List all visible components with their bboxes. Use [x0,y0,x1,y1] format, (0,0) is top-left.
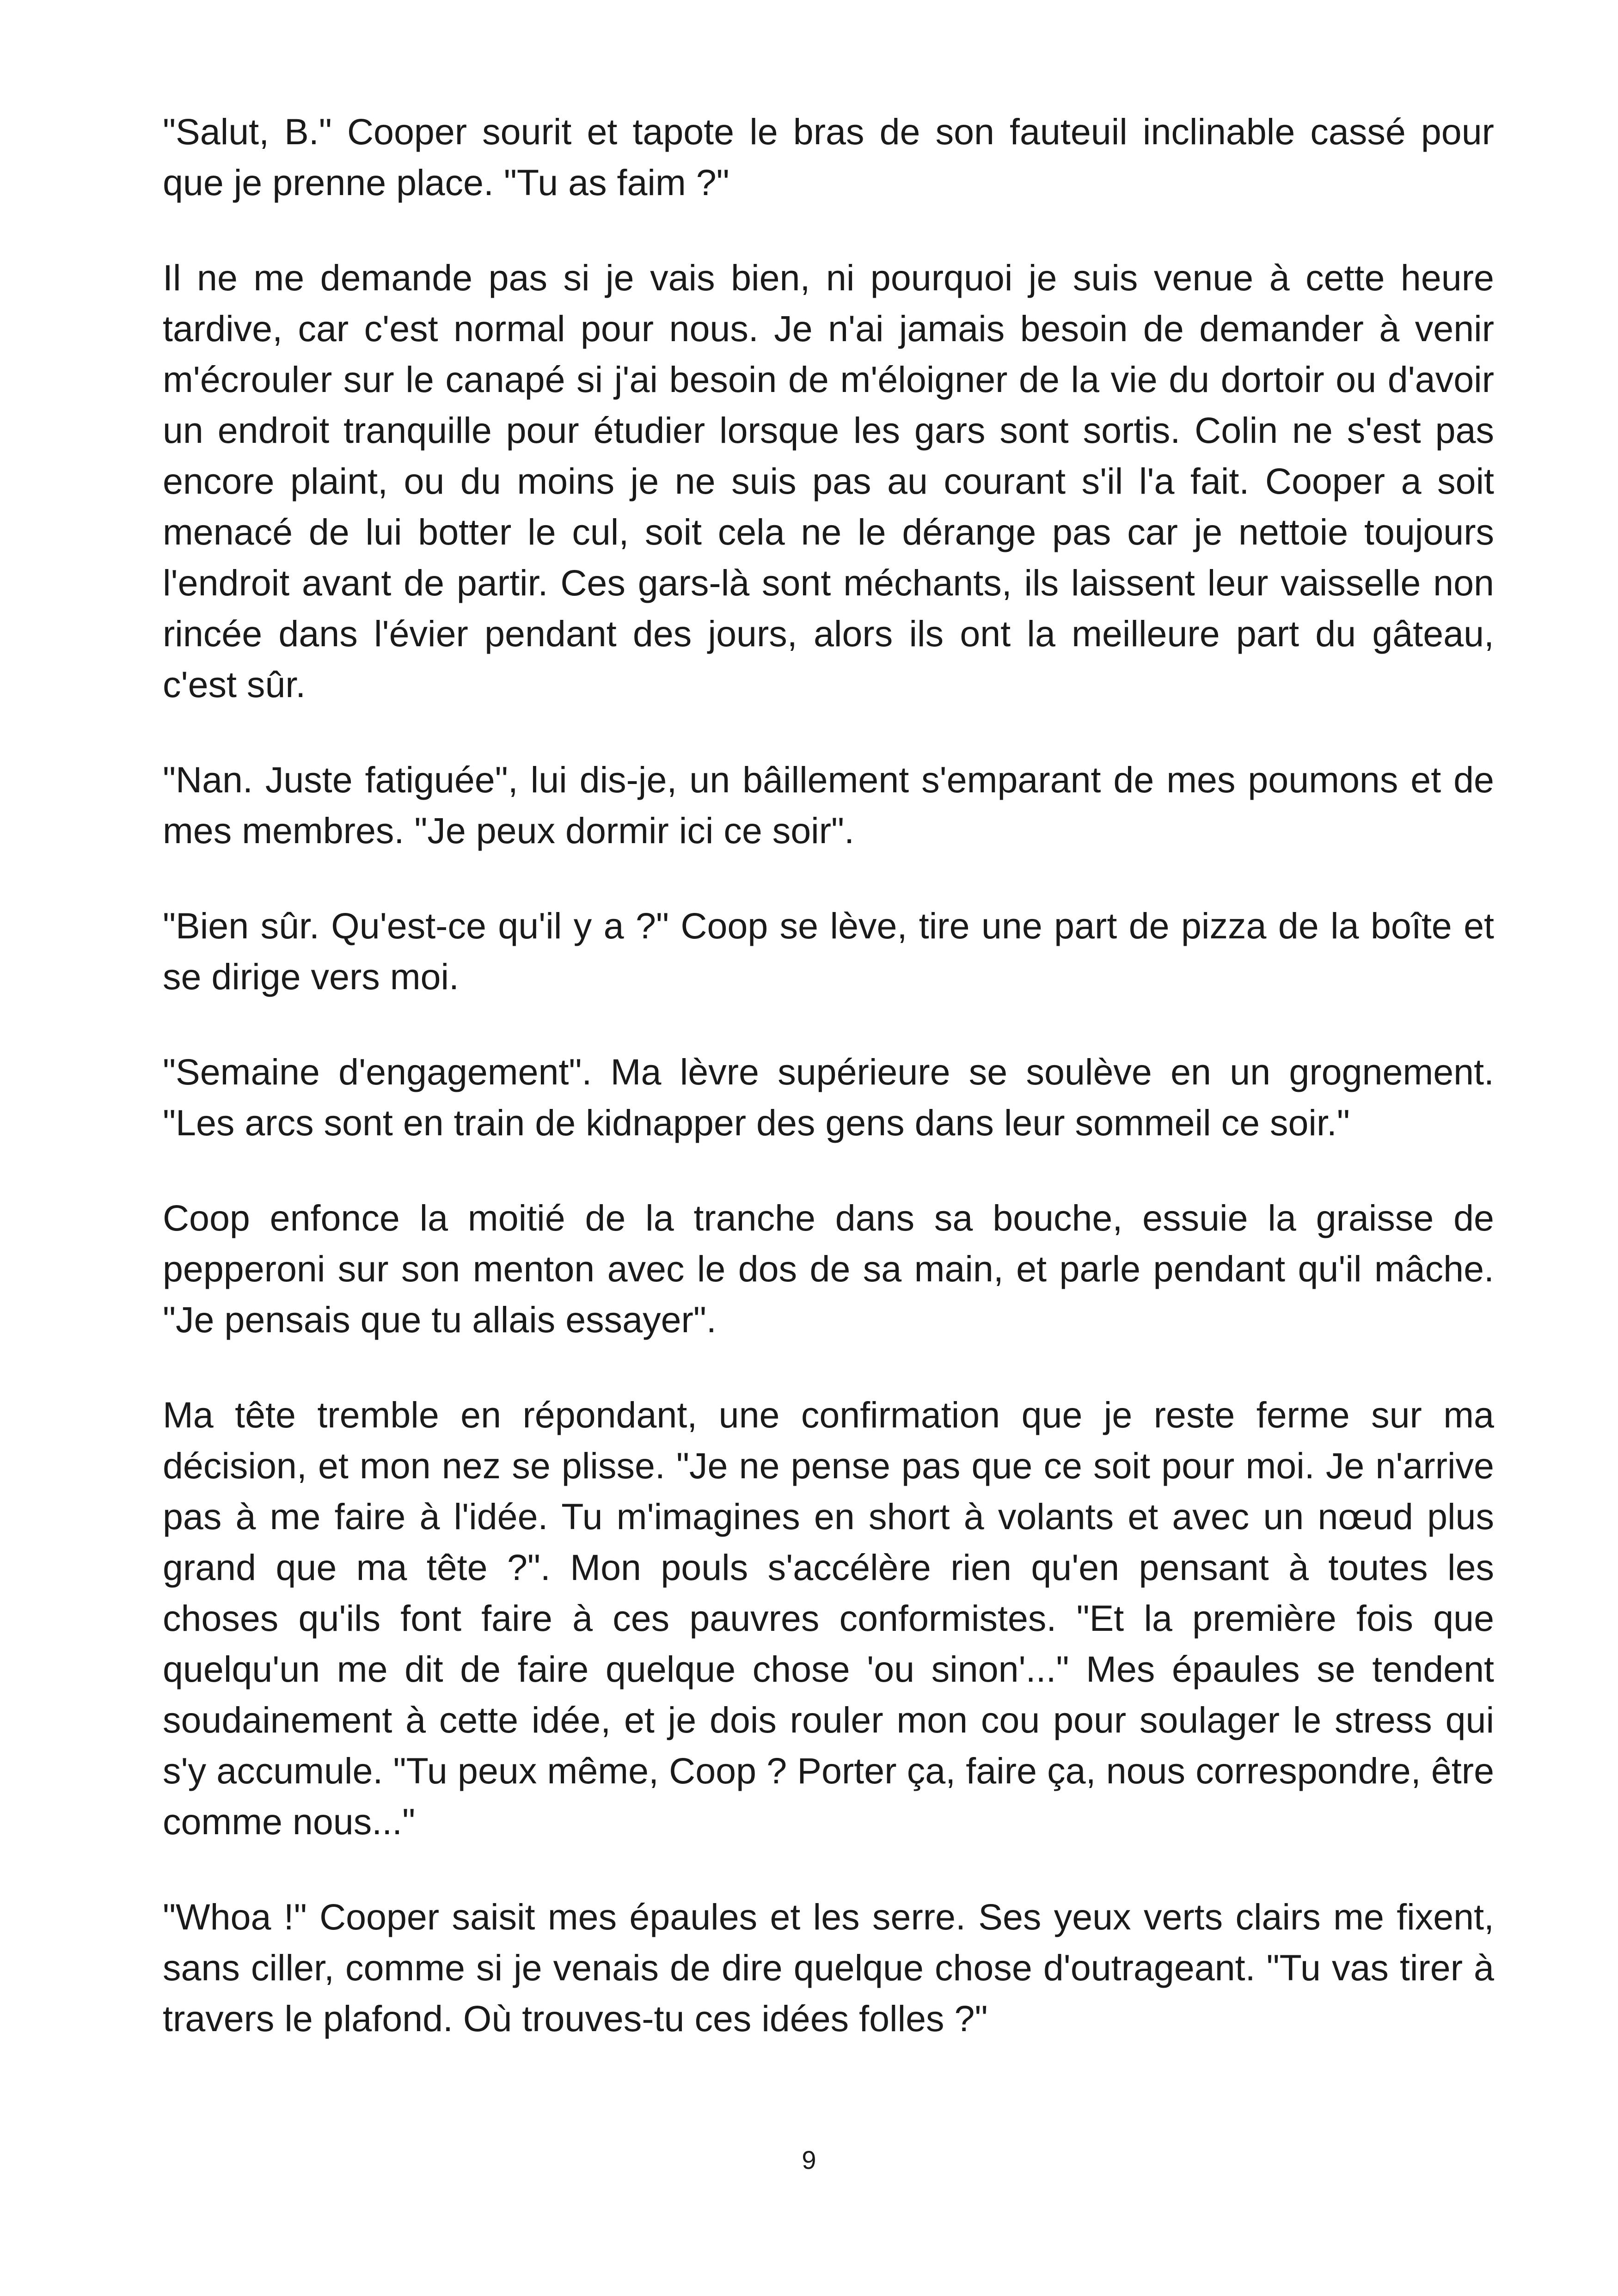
paragraph-1: "Salut, B." Cooper sourit et tapote le bras de son fauteuil inclinable cassé pour que je prenne place. "Tu as faim ?" [163,111,1494,203]
paragraph-8: "Whoa !" Cooper saisit mes épaules et les serre. Ses yeux verts clairs me fixent, sans ciller, comme si je venais de dire quelque chose d'outrageant. "Tu vas tirer à travers le plafond. Où trouves-tu ces idées folles ?" [163,1896,1494,2039]
paragraph-6: Coop enfonce la moitié de la tranche dans sa bouche, essuie la graisse de pepperoni sur son menton avec le dos de sa main, et parle pendant qu'il mâche. "Je pensais que tu allais essayer". [163,1197,1494,1340]
paragraph-7: Ma tête tremble en répondant, une confirmation que je reste ferme sur ma décision, et mon nez se plisse. "Je ne pense pas que ce soit pour moi. Je n'arrive pas à me faire à l'idée. Tu m'imagines en short à volants et avec un nœud plus grand que ma tête ?". Mon pouls s'accélère rien qu'en pensant à toutes les choses qu'ils font faire à ces pauvres conformistes. "Et la première fois que quelqu'un me dit de faire quelque chose 'ou sinon'..." Mes épaules se tendent soudainement à cette idée, et je dois rouler mon cou pour soulager le stress qui s'y accumule. "Tu peux même, Coop ? Porter ça, faire ça, nous correspondre, être comme nous..." [163,1394,1494,1842]
paragraph-5: "Semaine d'engagement". Ma lèvre supérieure se soulève en un grognement. "Les arcs sont en train de kidnapper des gens dans leur sommeil ce soir." [163,1051,1494,1143]
page-number: 9 [802,2145,816,2174]
paragraph-2: Il ne me demande pas si je vais bien, ni pourquoi je suis venue à cette heure tardive, car c'est normal pour nous. Je n'ai jamais besoin de demander à venir m'écrouler sur le canapé si j'ai besoin de m'éloigner de la vie du dortoir ou d'avoir un endroit tranquille pour étudier lorsque les gars sont sortis. Colin ne s'est pas encore plaint, ou du moins je ne suis pas au courant s'il l'a fait. Cooper a soit menacé de lui botter le cul, soit cela ne le dérange pas car je nettoie toujours l'endroit avant de partir. Ces gars-là sont méchants, ils laissent leur vaisselle non rincée dans l'évier pendant des jours, alors ils ont la meilleure part du gâteau, c'est sûr. [163,257,1494,705]
body-text [163,106,1494,2088]
paragraph-3: "Nan. Juste fatiguée", lui dis-je, un bâillement s'emparant de mes poumons et de mes membres. "Je peux dormir ici ce soir". [163,759,1494,851]
paragraph-4: "Bien sûr. Qu'est-ce qu'il y a ?" Coop se lève, tire une part de pizza de la boîte et se dirige vers moi. [163,905,1494,997]
